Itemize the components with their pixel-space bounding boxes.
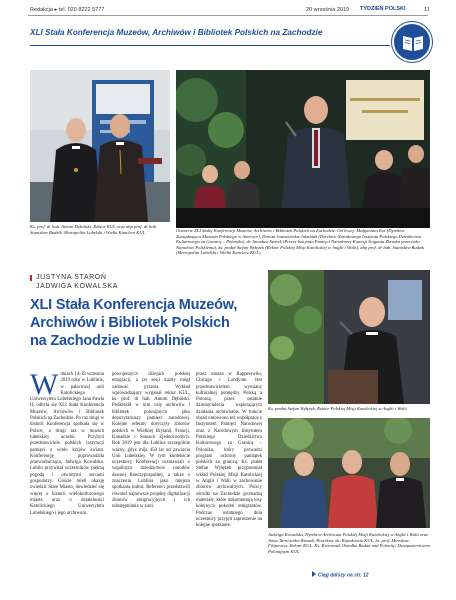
- section-banner: [30, 24, 386, 44]
- continued-on-page: [312, 571, 369, 579]
- article-headline: [30, 296, 270, 350]
- continue-arrow-icon: [312, 571, 316, 577]
- column-1-text: dniach 14-18 września 2019 roku w Lublinie, w pałacowej auli Katolickiego Uniwersytetu Lubelskiego Jana Pawła II, odbyła się XLI Stała Konferencja Muzeów, Archiwów i Bibliotek Polskich na Zachodzie. Po raz drugi w historii Konferencja spotkała się w Polsce, a drugi raz w murach lubelskiej uczelni. Przybyli przedstawiciele polskich instytucji pamięci z wielu krajów świata. Konferencję poprowadziła przewodnicząca, Jadwiga Kowalska. Lublin przywitał uczestników piękną pogodą i otwartymi sercami gospodarzy. Goście mieli okazję zwiedzić Stare Miasto, dowiedzieć się więcej o historii wielokulturowego miasta oraz o działalności Katolickiego Uniwersytetu Lubelskiego i jego archiwum.: [30, 372, 104, 516]
- column-3-text: przez muzea w Rapperswilu, Chicago i Londynie. Jest przedstawicielem wymiany kulturalnej pomiędzy Polską a Polonią, przez ostatnie dziesięciolecia wspierającym działania archiwistów. W trakcie obrad omówiono też współpracę z Instytutem Pamięci Narodowej oraz z Narodowym Instytutem Polskiego Dziedzictwa Kulturowego za Granicą – Polonika, który prowadzi program ochrony pamiątek polskich za granicą. Ks. prałat Stefan Wyłężek przypomniał wkład Polskiej Misji Katolickiej w Anglii i Walii w zachowanie zbiorów archiwalnych. Polscy ośrodki na Zachodzie gromadzą materiały, które dokumentują losy kolejnych pokoleń emigrantów. Podczas ostatniego dnia uczestnicy przyjęli zaproszenie na kolejne spotkanie.: [196, 372, 262, 529]
- photo-kowalska-and-guests: [268, 418, 430, 528]
- article-column-1: [30, 368, 104, 517]
- column-2-text: powojennych dziejach polskiej emigracji, a po sesji każdy mógł zadawać pytania. Wykład wprowadzający wygłosił rektor KUL, ks. prof. dr hab. Antoni Dębiński. Podkreślił w nim rolę archiwów i bibliotek polonijnych jako depozytariuszy pamięci narodowej. Kolejne referaty dotyczyły zbiorów polskich w Wielkiej Brytanii, Francji, Kanadzie i Stanach Zjednoczonych. Rok 2019 jest dla Lublina szczególnie ważny, gdyż mija 450 lat od zawarcia Unii Lubelskiej. W tym kontekście uczestnicy Konferencji rozmawiali o wspólnym dziedzictwie narodów dawnej Rzeczypospolitej, a także o znaczeniu Lublina jako miejsca spotkania kultur. Referenci przedstawili również najnowsze projekty digitalizacji zbiorów emigracyjnych i ich udostępniania w sieci.: [112, 372, 190, 510]
- author-2: JADWIGA KOWALSKA: [36, 283, 119, 290]
- header-rule: [28, 15, 428, 16]
- photo-rector-wylezek: [268, 270, 430, 404]
- issue-date: 20 września 2019: [306, 7, 350, 13]
- top-bar: [0, 0, 456, 20]
- editorial-contact: Redakcja ▸ tel. 020 8222 5777: [30, 7, 105, 13]
- dropcap-letter: W: [30, 368, 59, 401]
- banner-rule: [30, 45, 390, 46]
- open-book-icon: [392, 22, 432, 62]
- photo-conference-opening: [176, 70, 430, 228]
- headline-line-2: Archiwów i Bibliotek Polskich: [30, 315, 230, 331]
- caption-photo-3: Ks. prałat Stefan Wyłężek, Rektor Polskiej Misji Katolickiej w Anglii i Walii: [268, 406, 407, 411]
- author-1: JUSTYNA STAROŃ: [36, 274, 107, 281]
- headline-line-3: na Zachodzie w Lublinie: [30, 333, 193, 349]
- caption-photo-1: Ks. prof. dr hab. Antoni Dębiński, Rektor KUL oraz abp prof. dr hab. Stanisław Budzik, Metropolita Lubelski i Wielki Kanclerz KUL: [30, 224, 158, 235]
- headline-line-1: XLI Stała Konferencja Muzeów,: [30, 297, 238, 313]
- article-column-3: [196, 372, 262, 529]
- photo-rector-and-archbishop: [30, 70, 170, 222]
- continued-text: Ciąg dalszy na str. 12: [318, 572, 369, 579]
- caption-photo-4: Jadwiga Kowalska, Dyrektor Archiwum Polskiej Misji Katolickiej w Anglii i Walii oraz Anna Tarnowska-Waszak, Prorektor ds. Kształcenia KUL, ks. prof. Mirosław Filipowicz, Rektor KUL. Ks. Kierownik Ośrodka Badań nad Polonią i Duszpasterstwem Polonijnym KUL: [268, 532, 430, 554]
- masthead-logo: TYDZIEŃ POLSKI: [360, 6, 406, 12]
- caption-photo-2: Otwarcie XLI Stałej Konferencji Muzeów, Archiwów i Bibliotek Polskich na Zachodzie. Od lewej: Małgorzata Kot (Dyrektor Zarządzająca Muzeum Polskiego w Ameryce), Dorota Janiszewska-Jakubiak (Dyrektor Narodowego Instytutu Polskiego Dziedzictwa Kulturowego za Granicą – Polonika), dr Jarosław Szarek (Prezes Instytutu Pamięci Narodowej-Komisji Ścigania Zbrodni przeciwko Narodowi Polskiemu), ks. prałat Stefan Wyłężek (Rektor Polskiej Misji Katolickiej w Anglii i Walii), abp prof. dr hab. Stanisław Budzik (Metropolita Lubelski i Wielki Kanclerz KUL): [176, 228, 425, 256]
- byline-accent: [30, 275, 32, 281]
- banner-title: XLI Stała Konferencja Muzeów, Archiwów i Bibliotek Polskich na Zachodzie: [30, 28, 323, 37]
- article-column-2: [112, 372, 190, 511]
- page-number: 11: [424, 7, 430, 13]
